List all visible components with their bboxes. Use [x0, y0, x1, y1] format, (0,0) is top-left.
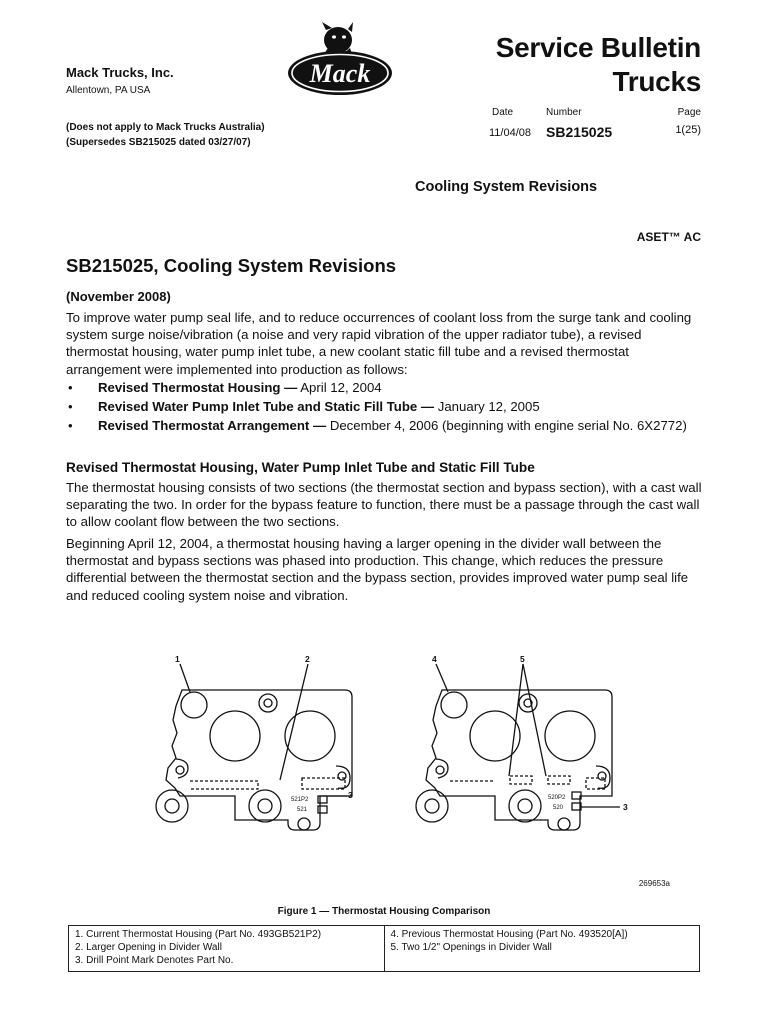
bullet: • [68, 399, 73, 415]
legend-cell-left [69, 926, 385, 972]
legend-item: 4. Previous Thermostat Housing (Part No. 493520[A]) [390, 929, 628, 940]
table-row [69, 926, 700, 972]
bullet: • [68, 380, 73, 395]
legend-item: 3. Drill Point Mark Denotes Part No. [75, 955, 234, 966]
figure-id: 269653a [638, 879, 670, 888]
callout-1: 1 [175, 654, 180, 664]
page-label: Page [677, 107, 701, 118]
section-paragraph-1: The thermostat housing consists of two sections (the thermostat section and bypass section), with a cast wall separating the two. In order for the bypass feature to function, there must be a passage through the cast wall to allow coolant flow between the two sections. [66, 480, 702, 530]
bullet: • [68, 418, 73, 434]
section-heading: Revised Thermostat Housing, Water Pump Inlet Tube and Static Fill Tube [66, 460, 535, 475]
list-item-title: Revised Thermostat Housing — [98, 380, 298, 395]
bulletin-subtitle: Trucks [612, 66, 701, 97]
figure-caption: Figure 1 — Thermostat Housing Comparison [277, 906, 491, 917]
legend-item: 1. Current Thermostat Housing (Part No. 493GB521P2) [75, 929, 322, 940]
bulletin-date: 11/04/08 [489, 127, 532, 139]
part-mark-label: 520P2 [548, 795, 566, 801]
callout-2: 2 [305, 654, 310, 664]
engine-designation: ASET™ AC [636, 230, 701, 244]
applicability-note: (Does not apply to Mack Trucks Australia) [66, 122, 265, 133]
list-item [66, 417, 706, 434]
date-label: Date [492, 107, 514, 118]
revision-date: (November 2008) [66, 289, 171, 304]
number-label: Number [546, 107, 582, 118]
supersedes-note: (Supersedes SB215025 dated 03/27/07) [66, 137, 251, 148]
list-item-date: December 4, 2006 (beginning with engine serial No. 6X2772) [326, 418, 687, 434]
previous-housing-drawing [416, 690, 612, 830]
part-mark-label: 521 [297, 807, 308, 813]
section-paragraph-2: Beginning April 12, 2004, a thermostat housing having a larger opening in the divider wall between the thermostat and bypass sections was phased into production. This change, which reduces the pressure differential between the thermostat section and the bypass section, provides improved water pump seal life and reduced cooling system noise and vibration. [66, 536, 689, 603]
list-item-date: January 12, 2005 [434, 399, 540, 415]
bulletin-title: Service Bulletin [495, 32, 701, 63]
bulletin-subject: Cooling System Revisions [415, 179, 598, 195]
revision-list [66, 379, 706, 437]
current-housing-drawing [156, 690, 352, 830]
bulletin-number: SB215025 [546, 124, 613, 140]
list-item-title: Revised Water Pump Inlet Tube and Static Fill Tube — [98, 399, 435, 415]
list-item [66, 379, 706, 396]
thermostat-housing-figure [140, 648, 660, 863]
company-city: Allentown, PA USA [66, 85, 151, 96]
logo-wordmark: Mack [309, 59, 371, 88]
list-item [66, 398, 706, 415]
part-mark-label: 520 [553, 805, 564, 811]
mack-logo [282, 20, 398, 102]
page-number: 1(25) [675, 124, 701, 136]
figure-legend-table [68, 925, 700, 972]
callout-3-right: 3 [623, 802, 628, 812]
callout-5: 5 [520, 654, 525, 664]
callout-4: 4 [432, 654, 437, 664]
document-heading: SB215025, Cooling System Revisions [66, 255, 397, 276]
company-name: Mack Trucks, Inc. [66, 65, 174, 80]
list-item-date: April 12, 2004 [297, 380, 382, 395]
intro-paragraph: To improve water pump seal life, and to reduce occurrences of coolant loss from the surge tank and cooling system surge noise/vibration (a noise and very rapid vibration of the upper radiator tube), a revised thermostat housing, water pump inlet tube, a new coolant static fill tube and a revised thermostat arrangement were implemented into production as follows: [66, 310, 692, 377]
callout-3: 3 [348, 790, 353, 800]
legend-item: 2. Larger Opening in Divider Wall [75, 942, 222, 953]
legend-item: 5. Two 1/2" Openings in Divider Wall [390, 942, 552, 953]
list-item-title: Revised Thermostat Arrangement — [98, 418, 327, 434]
legend-cell-right [384, 926, 700, 972]
part-mark-label: 521P2 [291, 797, 309, 803]
